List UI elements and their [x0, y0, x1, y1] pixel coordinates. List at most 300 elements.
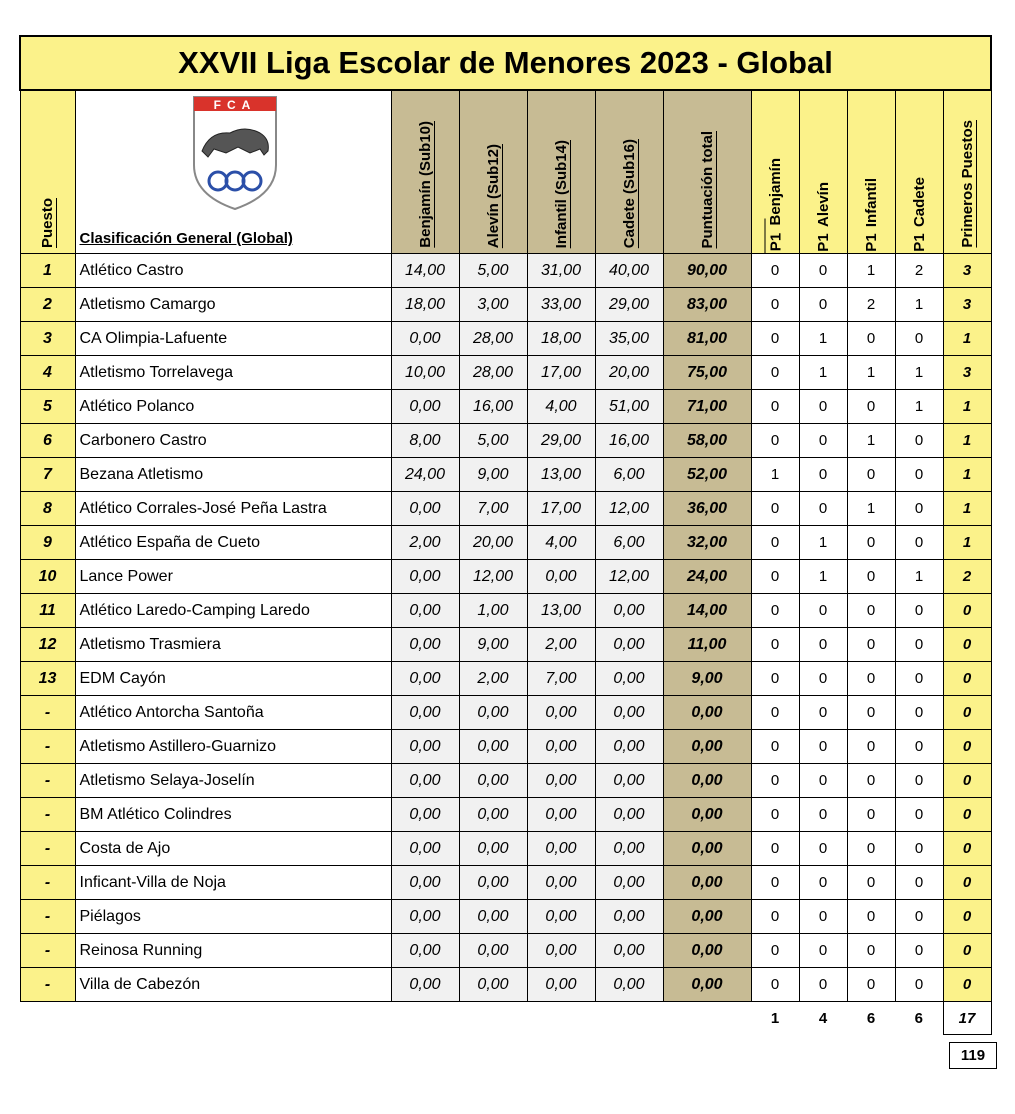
cell-primeros: 1 — [943, 492, 991, 526]
cell-benjamin: 0,00 — [391, 764, 459, 798]
header-p1-benjamin-label: Benjamín — [766, 158, 784, 226]
cell-alevin: 0,00 — [459, 730, 527, 764]
cell-puesto: 1 — [20, 254, 75, 288]
cell-p1-infantil: 0 — [847, 526, 895, 560]
cell-puesto: - — [20, 696, 75, 730]
cell-total: 81,00 — [663, 322, 751, 356]
header-p1-alevin-label: Alevín — [814, 181, 832, 227]
cell-cadete: 0,00 — [595, 798, 663, 832]
cell-cadete: 0,00 — [595, 764, 663, 798]
cell-p1-cadete: 0 — [895, 934, 943, 968]
cell-alevin: 0,00 — [459, 696, 527, 730]
table-row — [20, 424, 991, 458]
table-row — [20, 390, 991, 424]
cell-infantil: 7,00 — [527, 662, 595, 696]
cell-p1-alevin: 0 — [799, 900, 847, 934]
cell-benjamin: 18,00 — [391, 288, 459, 322]
cell-infantil: 17,00 — [527, 492, 595, 526]
cell-total: 32,00 — [663, 526, 751, 560]
cell-team: Atletismo Trasmiera — [75, 628, 391, 662]
cell-p1-benjamin: 0 — [751, 560, 799, 594]
cell-puesto: 3 — [20, 322, 75, 356]
cell-infantil: 0,00 — [527, 866, 595, 900]
cell-primeros: 0 — [943, 696, 991, 730]
cell-p1-alevin: 0 — [799, 492, 847, 526]
cell-total: 71,00 — [663, 390, 751, 424]
cell-p1-alevin: 0 — [799, 968, 847, 1002]
cell-p1-alevin: 0 — [799, 628, 847, 662]
cell-alevin: 28,00 — [459, 322, 527, 356]
cell-p1-infantil: 0 — [847, 560, 895, 594]
cell-team: Atlético Antorcha Santoña — [75, 696, 391, 730]
cell-p1-benjamin: 0 — [751, 322, 799, 356]
cell-benjamin: 14,00 — [391, 254, 459, 288]
cell-benjamin: 8,00 — [391, 424, 459, 458]
cell-p1-alevin: 0 — [799, 288, 847, 322]
cell-p1-benjamin: 1 — [751, 458, 799, 492]
cell-total: 0,00 — [663, 764, 751, 798]
cell-infantil: 13,00 — [527, 458, 595, 492]
cell-p1-cadete: 0 — [895, 526, 943, 560]
cell-total: 0,00 — [663, 832, 751, 866]
header-primeros — [943, 90, 991, 254]
table-row — [20, 288, 991, 322]
cell-total: 90,00 — [663, 254, 751, 288]
cell-infantil: 4,00 — [527, 526, 595, 560]
cell-puesto: 7 — [20, 458, 75, 492]
cell-alevin: 7,00 — [459, 492, 527, 526]
table-row — [20, 560, 991, 594]
cell-cadete: 35,00 — [595, 322, 663, 356]
cell-team: Piélagos — [75, 900, 391, 934]
cell-benjamin: 10,00 — [391, 356, 459, 390]
cell-alevin: 3,00 — [459, 288, 527, 322]
cell-p1-alevin: 0 — [799, 764, 847, 798]
cell-alevin: 0,00 — [459, 900, 527, 934]
cell-puesto: 12 — [20, 628, 75, 662]
cell-p1-infantil: 1 — [847, 492, 895, 526]
cell-p1-benjamin: 0 — [751, 968, 799, 1002]
cell-infantil: 17,00 — [527, 356, 595, 390]
table-row — [20, 866, 991, 900]
cell-cadete: 0,00 — [595, 900, 663, 934]
cell-total: 75,00 — [663, 356, 751, 390]
cell-infantil: 0,00 — [527, 764, 595, 798]
cell-p1-infantil: 0 — [847, 390, 895, 424]
cell-p1-infantil: 0 — [847, 764, 895, 798]
cell-team: Inficant-Villa de Noja — [75, 866, 391, 900]
cell-p1-cadete: 1 — [895, 288, 943, 322]
cell-benjamin: 0,00 — [391, 628, 459, 662]
cell-team: Atletismo Torrelavega — [75, 356, 391, 390]
header-p1-cadete — [895, 90, 943, 254]
cell-primeros: 3 — [943, 254, 991, 288]
cell-cadete: 12,00 — [595, 492, 663, 526]
header-cadete — [595, 90, 663, 254]
cell-puesto: 6 — [20, 424, 75, 458]
table-row — [20, 662, 991, 696]
cell-p1-benjamin: 0 — [751, 764, 799, 798]
cell-p1-benjamin: 0 — [751, 832, 799, 866]
cell-puesto: - — [20, 832, 75, 866]
cell-primeros: 0 — [943, 866, 991, 900]
cell-primeros: 0 — [943, 764, 991, 798]
cell-cadete: 20,00 — [595, 356, 663, 390]
cell-primeros: 1 — [943, 458, 991, 492]
cell-p1-alevin: 0 — [799, 594, 847, 628]
p1-label: P1 — [862, 233, 880, 252]
cell-p1-infantil: 0 — [847, 322, 895, 356]
cell-primeros: 0 — [943, 662, 991, 696]
cell-alevin: 5,00 — [459, 254, 527, 288]
cell-cadete: 0,00 — [595, 934, 663, 968]
cell-team: Atletismo Camargo — [75, 288, 391, 322]
cell-team: BM Atlético Colindres — [75, 798, 391, 832]
cell-primeros: 0 — [943, 730, 991, 764]
header-logo-cell — [75, 90, 391, 254]
cell-p1-cadete: 1 — [895, 560, 943, 594]
cell-team: Atlético Laredo-Camping Laredo — [75, 594, 391, 628]
cell-p1-benjamin: 0 — [751, 900, 799, 934]
cell-infantil: 0,00 — [527, 560, 595, 594]
cell-p1-benjamin: 0 — [751, 288, 799, 322]
table-row — [20, 356, 991, 390]
cell-infantil: 13,00 — [527, 594, 595, 628]
cell-total: 11,00 — [663, 628, 751, 662]
header-p1-cadete-label: Cadete — [910, 176, 928, 227]
cell-p1-cadete: 2 — [895, 254, 943, 288]
cell-p1-cadete: 1 — [895, 356, 943, 390]
cell-p1-alevin: 0 — [799, 934, 847, 968]
cell-p1-infantil: 0 — [847, 628, 895, 662]
cell-p1-alevin: 0 — [799, 390, 847, 424]
cell-total: 0,00 — [663, 798, 751, 832]
cell-cadete: 0,00 — [595, 696, 663, 730]
cell-infantil: 0,00 — [527, 696, 595, 730]
cell-puesto: - — [20, 968, 75, 1002]
grand-total: 119 — [949, 1042, 997, 1069]
cell-total: 83,00 — [663, 288, 751, 322]
cell-p1-infantil: 0 — [847, 832, 895, 866]
cell-p1-infantil: 0 — [847, 594, 895, 628]
cell-benjamin: 0,00 — [391, 696, 459, 730]
table-row — [20, 458, 991, 492]
cell-p1-alevin: 0 — [799, 458, 847, 492]
cell-cadete: 16,00 — [595, 424, 663, 458]
cell-team: Lance Power — [75, 560, 391, 594]
cell-infantil: 18,00 — [527, 322, 595, 356]
cell-team: Atletismo Selaya-Joselín — [75, 764, 391, 798]
cell-total: 9,00 — [663, 662, 751, 696]
cell-p1-alevin: 1 — [799, 322, 847, 356]
standings-body — [20, 254, 991, 1002]
cell-benjamin: 0,00 — [391, 968, 459, 1002]
cell-team: CA Olimpia-Lafuente — [75, 322, 391, 356]
cell-p1-alevin: 0 — [799, 730, 847, 764]
cell-p1-benjamin: 0 — [751, 696, 799, 730]
cell-p1-alevin: 0 — [799, 662, 847, 696]
p1-label: P1 — [814, 233, 832, 252]
table-row — [20, 322, 991, 356]
header-cadete-label: Cadete (Sub16) — [620, 138, 638, 248]
header-benjamin — [391, 90, 459, 254]
cell-team: Costa de Ajo — [75, 832, 391, 866]
cell-benjamin: 2,00 — [391, 526, 459, 560]
cell-benjamin: 24,00 — [391, 458, 459, 492]
cell-p1-benjamin: 0 — [751, 662, 799, 696]
cell-cadete: 0,00 — [595, 628, 663, 662]
cell-alevin: 0,00 — [459, 832, 527, 866]
cell-alevin: 9,00 — [459, 628, 527, 662]
cell-benjamin: 0,00 — [391, 322, 459, 356]
cell-alevin: 20,00 — [459, 526, 527, 560]
cell-p1-infantil: 1 — [847, 424, 895, 458]
cell-benjamin: 0,00 — [391, 730, 459, 764]
cell-p1-cadete: 0 — [895, 594, 943, 628]
table-row — [20, 798, 991, 832]
table-row — [20, 696, 991, 730]
cell-p1-alevin: 0 — [799, 832, 847, 866]
cell-puesto: 2 — [20, 288, 75, 322]
cell-alevin: 16,00 — [459, 390, 527, 424]
cell-primeros: 1 — [943, 526, 991, 560]
cell-alevin: 5,00 — [459, 424, 527, 458]
cell-infantil: 29,00 — [527, 424, 595, 458]
cell-team: Atlético Corrales-José Peña Lastra — [75, 492, 391, 526]
cell-cadete: 29,00 — [595, 288, 663, 322]
cell-p1-infantil: 0 — [847, 968, 895, 1002]
cell-p1-alevin: 0 — [799, 866, 847, 900]
cell-team: Atlético España de Cueto — [75, 526, 391, 560]
cell-puesto: 5 — [20, 390, 75, 424]
cell-benjamin: 0,00 — [391, 662, 459, 696]
table-row — [20, 254, 991, 288]
cell-puesto: - — [20, 934, 75, 968]
cell-p1-benjamin: 0 — [751, 730, 799, 764]
cell-primeros: 0 — [943, 628, 991, 662]
cell-primeros: 2 — [943, 560, 991, 594]
p1-label: P1 — [764, 219, 786, 254]
cell-infantil: 31,00 — [527, 254, 595, 288]
cell-p1-benjamin: 0 — [751, 866, 799, 900]
cell-primeros: 3 — [943, 356, 991, 390]
cell-benjamin: 0,00 — [391, 594, 459, 628]
header-p1-infantil — [847, 90, 895, 254]
table-row — [20, 526, 991, 560]
cell-cadete: 0,00 — [595, 832, 663, 866]
cell-p1-alevin: 1 — [799, 526, 847, 560]
cell-cadete: 40,00 — [595, 254, 663, 288]
cell-team: Atletismo Astillero-Guarnizo — [75, 730, 391, 764]
table-row — [20, 594, 991, 628]
total-primeros: 17 — [943, 1002, 991, 1035]
cell-p1-cadete: 0 — [895, 696, 943, 730]
cell-p1-benjamin: 0 — [751, 492, 799, 526]
cell-alevin: 0,00 — [459, 798, 527, 832]
cell-primeros: 0 — [943, 968, 991, 1002]
cell-infantil: 0,00 — [527, 832, 595, 866]
cell-benjamin: 0,00 — [391, 560, 459, 594]
cell-p1-benjamin: 0 — [751, 390, 799, 424]
cell-p1-infantil: 0 — [847, 934, 895, 968]
cell-infantil: 0,00 — [527, 934, 595, 968]
table-row — [20, 628, 991, 662]
cell-team: Villa de Cabezón — [75, 968, 391, 1002]
header-alevin — [459, 90, 527, 254]
cell-alevin: 0,00 — [459, 968, 527, 1002]
cell-p1-cadete: 0 — [895, 424, 943, 458]
cell-p1-infantil: 1 — [847, 254, 895, 288]
total-p1-cadete: 6 — [914, 1009, 923, 1027]
page-title: XXVII Liga Escolar de Menores 2023 - Global — [20, 36, 991, 90]
table-row — [20, 832, 991, 866]
header-benjamin-label: Benjamín (Sub10) — [416, 121, 434, 248]
header-infantil-label: Infantil (Sub14) — [552, 139, 570, 248]
cell-benjamin: 0,00 — [391, 934, 459, 968]
cell-team: Carbonero Castro — [75, 424, 391, 458]
cell-p1-cadete: 0 — [895, 764, 943, 798]
cell-total: 0,00 — [663, 934, 751, 968]
cell-primeros: 1 — [943, 424, 991, 458]
cell-infantil: 0,00 — [527, 798, 595, 832]
cell-cadete: 12,00 — [595, 560, 663, 594]
cell-primeros: 1 — [943, 390, 991, 424]
cell-total: 36,00 — [663, 492, 751, 526]
cell-team: EDM Cayón — [75, 662, 391, 696]
table-row — [20, 934, 991, 968]
header-puesto — [20, 90, 75, 254]
cell-p1-cadete: 0 — [895, 628, 943, 662]
table-row — [20, 730, 991, 764]
cell-puesto: 4 — [20, 356, 75, 390]
cell-primeros: 0 — [943, 832, 991, 866]
cell-cadete: 51,00 — [595, 390, 663, 424]
cell-p1-benjamin: 0 — [751, 628, 799, 662]
cell-p1-cadete: 0 — [895, 866, 943, 900]
cell-puesto: - — [20, 730, 75, 764]
table-row — [20, 968, 991, 1002]
cell-puesto: 9 — [20, 526, 75, 560]
fca-logo-icon — [190, 95, 280, 211]
cell-puesto: 10 — [20, 560, 75, 594]
cell-cadete: 0,00 — [595, 594, 663, 628]
cell-infantil: 4,00 — [527, 390, 595, 424]
cell-p1-cadete: 0 — [895, 458, 943, 492]
total-p1-benjamin: 1 — [770, 1009, 780, 1027]
cell-primeros: 0 — [943, 798, 991, 832]
cell-p1-alevin: 0 — [799, 424, 847, 458]
cell-infantil: 0,00 — [527, 968, 595, 1002]
cell-cadete: 0,00 — [595, 730, 663, 764]
cell-p1-cadete: 0 — [895, 798, 943, 832]
cell-alevin: 0,00 — [459, 764, 527, 798]
cell-alevin: 12,00 — [459, 560, 527, 594]
cell-p1-cadete: 0 — [895, 662, 943, 696]
cell-p1-infantil: 0 — [847, 730, 895, 764]
standings-sheet — [19, 35, 992, 1035]
cell-p1-cadete: 0 — [895, 322, 943, 356]
cell-total: 24,00 — [663, 560, 751, 594]
cell-p1-alevin: 0 — [799, 696, 847, 730]
cell-infantil: 0,00 — [527, 900, 595, 934]
cell-p1-benjamin: 0 — [751, 934, 799, 968]
p1-label: P1 — [910, 233, 928, 252]
cell-primeros: 3 — [943, 288, 991, 322]
table-row — [20, 492, 991, 526]
header-p1-alevin — [799, 90, 847, 254]
cell-infantil: 33,00 — [527, 288, 595, 322]
header-clasificacion: Clasificación General (Global) — [79, 230, 293, 247]
cell-p1-alevin: 0 — [799, 798, 847, 832]
cell-p1-cadete: 0 — [895, 900, 943, 934]
cell-puesto: 13 — [20, 662, 75, 696]
cell-total: 0,00 — [663, 866, 751, 900]
cell-p1-infantil: 0 — [847, 662, 895, 696]
cell-benjamin: 0,00 — [391, 832, 459, 866]
cell-p1-infantil: 0 — [847, 900, 895, 934]
cell-p1-infantil: 0 — [847, 696, 895, 730]
cell-p1-benjamin: 0 — [751, 526, 799, 560]
cell-cadete: 0,00 — [595, 662, 663, 696]
cell-primeros: 1 — [943, 322, 991, 356]
cell-p1-cadete: 0 — [895, 492, 943, 526]
cell-puesto: - — [20, 900, 75, 934]
cell-primeros: 0 — [943, 900, 991, 934]
cell-p1-infantil: 0 — [847, 458, 895, 492]
total-p1-infantil: 6 — [866, 1009, 876, 1027]
header-alevin-label: Alevín (Sub12) — [484, 143, 502, 248]
cell-benjamin: 0,00 — [391, 798, 459, 832]
cell-p1-infantil: 1 — [847, 356, 895, 390]
cell-p1-benjamin: 0 — [751, 798, 799, 832]
cell-cadete: 6,00 — [595, 526, 663, 560]
cell-total: 0,00 — [663, 900, 751, 934]
cell-team: Atlético Polanco — [75, 390, 391, 424]
cell-alevin: 28,00 — [459, 356, 527, 390]
cell-total: 14,00 — [663, 594, 751, 628]
header-total-label: Puntuación total — [698, 130, 716, 248]
table-row — [20, 900, 991, 934]
logo-text: FCA — [213, 98, 256, 112]
cell-p1-infantil: 2 — [847, 288, 895, 322]
cell-puesto: - — [20, 764, 75, 798]
standings-table — [19, 35, 992, 1035]
cell-p1-alevin: 0 — [799, 254, 847, 288]
cell-total: 0,00 — [663, 696, 751, 730]
cell-p1-benjamin: 0 — [751, 356, 799, 390]
totals-row — [20, 1002, 991, 1035]
cell-p1-cadete: 0 — [895, 730, 943, 764]
cell-alevin: 9,00 — [459, 458, 527, 492]
cell-p1-cadete: 0 — [895, 968, 943, 1002]
cell-p1-benjamin: 0 — [751, 594, 799, 628]
cell-infantil: 2,00 — [527, 628, 595, 662]
table-row — [20, 764, 991, 798]
cell-puesto: 11 — [20, 594, 75, 628]
cell-team: Atlético Castro — [75, 254, 391, 288]
cell-p1-infantil: 0 — [847, 866, 895, 900]
cell-team: Bezana Atletismo — [75, 458, 391, 492]
cell-p1-alevin: 1 — [799, 560, 847, 594]
cell-p1-cadete: 1 — [895, 390, 943, 424]
cell-alevin: 0,00 — [459, 934, 527, 968]
cell-total: 58,00 — [663, 424, 751, 458]
cell-primeros: 0 — [943, 594, 991, 628]
header-total — [663, 90, 751, 254]
cell-benjamin: 0,00 — [391, 900, 459, 934]
total-p1-alevin: 4 — [818, 1009, 828, 1027]
cell-cadete: 0,00 — [595, 866, 663, 900]
